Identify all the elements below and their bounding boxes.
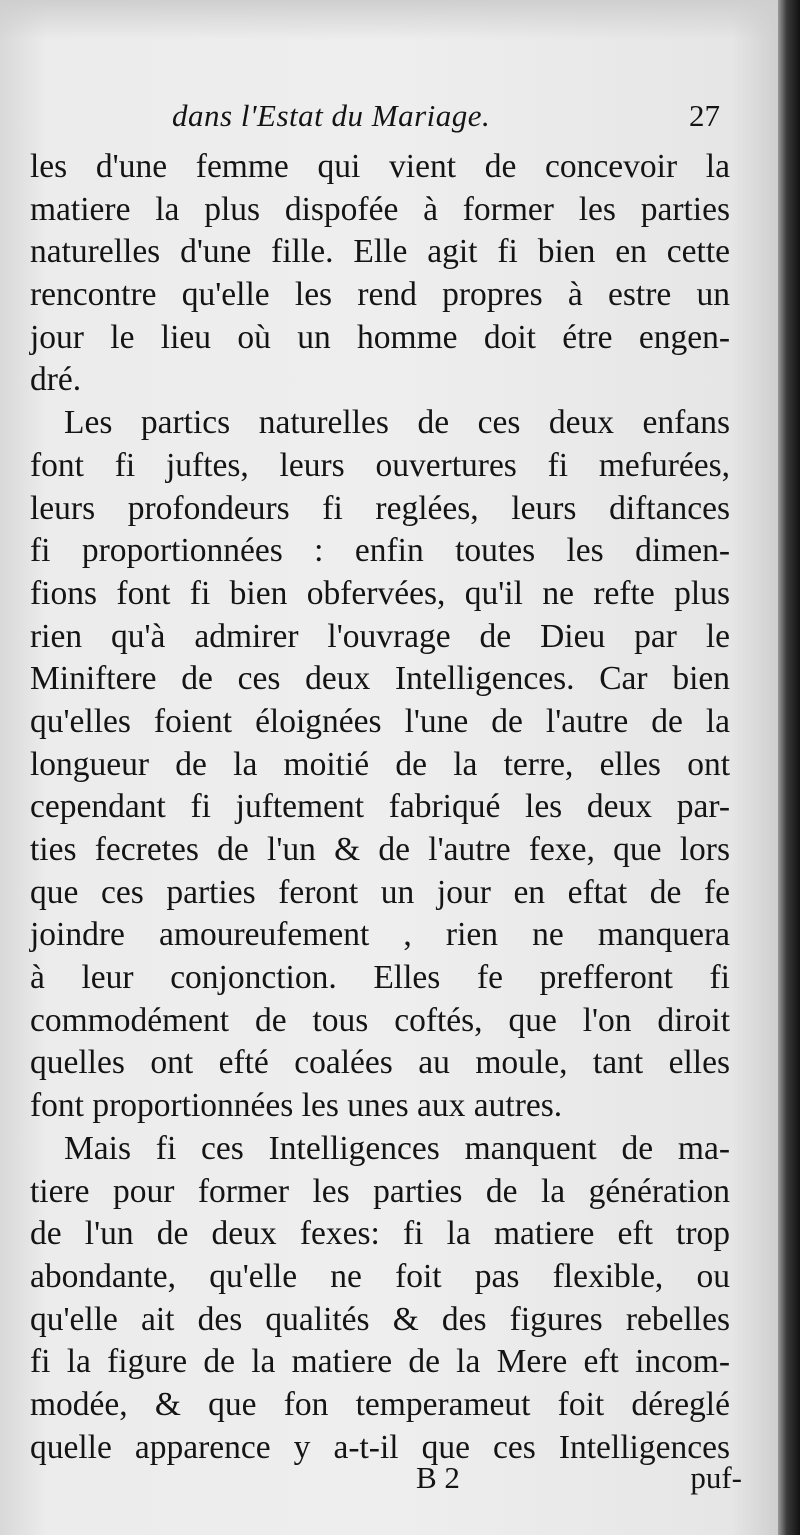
text-line: cependant fi juftement fabriqué les deux par- [30, 788, 730, 826]
text-line: joindre amoureufement , rien ne manquera [30, 916, 730, 954]
text-line: rien qu'à admirer l'ouvrage de Dieu par le [30, 617, 730, 655]
text-line: tiere pour former les parties de la génération [30, 1172, 730, 1210]
page-header [30, 98, 720, 142]
text-line: les d'une femme qui vient de concevoir la [30, 148, 730, 185]
text-line: font fi juftes, leurs ouvertures fi mefurées, [30, 446, 730, 484]
text-line: fi proportionnées : enfin toutes les dimen- [30, 532, 730, 570]
body-text [30, 146, 730, 1469]
text-line: fions font fi bien obfervées, qu'il ne refte plus [30, 574, 730, 612]
text-line: naturelles d'une fille. Elle agit fi bien en cette [30, 233, 730, 271]
text-line: jour le lieu où un homme doit étre engen- [30, 318, 730, 356]
text-line: font proportionnées les unes aux autres. [30, 1087, 563, 1125]
running-title: dans l'Estat du Mariage. [172, 98, 491, 133]
text-line: quelle apparence y a-t-il que ces Intelligences [30, 1428, 730, 1466]
text-line: modée, & que fon temperameut foit déreglé [30, 1385, 730, 1423]
text-line: dré. [30, 361, 82, 399]
text-line: que ces parties feront un jour en eftat de fe [30, 873, 730, 911]
text-line: leurs profondeurs fi reglées, leurs diftances [30, 489, 730, 527]
catchword: puf- [690, 1460, 742, 1495]
text-line: commodément de tous coftés, que l'on diroit [30, 1001, 730, 1039]
text-line: matiere la plus dispofée à former les parties [30, 190, 730, 228]
text-line: Les partics naturelles de ces deux enfans [64, 404, 730, 442]
text-line: longueur de la moitié de la terre, elles ont [30, 745, 730, 783]
text-line: qu'elles foient éloignées l'une de l'autre de la [30, 702, 730, 740]
text-line: de l'un de deux fexes: fi la matiere eft trop [30, 1215, 730, 1253]
text-line: quelles ont efté coalées au moule, tant elles [30, 1044, 730, 1082]
text-line: Mais fi ces Intelligences manquent de ma- [64, 1129, 730, 1167]
text-line: qu'elle ait des qualités & des figures rebelles [30, 1300, 730, 1338]
signature-mark: B 2 [416, 1460, 460, 1495]
text-line: abondante, qu'elle ne foit pas flexible, ou [30, 1257, 730, 1295]
text-line: fi la figure de la matiere de la Mere eft incom- [30, 1343, 730, 1381]
page-top-shading [0, 0, 778, 40]
text-line: à leur conjonction. Elles fe prefferont fi [30, 959, 730, 997]
text-line: rencontre qu'elle les rend propres à estre un [30, 276, 730, 314]
page-number: 27 [689, 98, 720, 133]
page-edge-shadow [778, 0, 800, 1535]
page-footer [30, 1460, 742, 1504]
text-line: Miniftere de ces deux Intelligences. Car bien [30, 660, 730, 698]
text-line: ties fecretes de l'un & de l'autre fexe, que lors [30, 831, 730, 868]
